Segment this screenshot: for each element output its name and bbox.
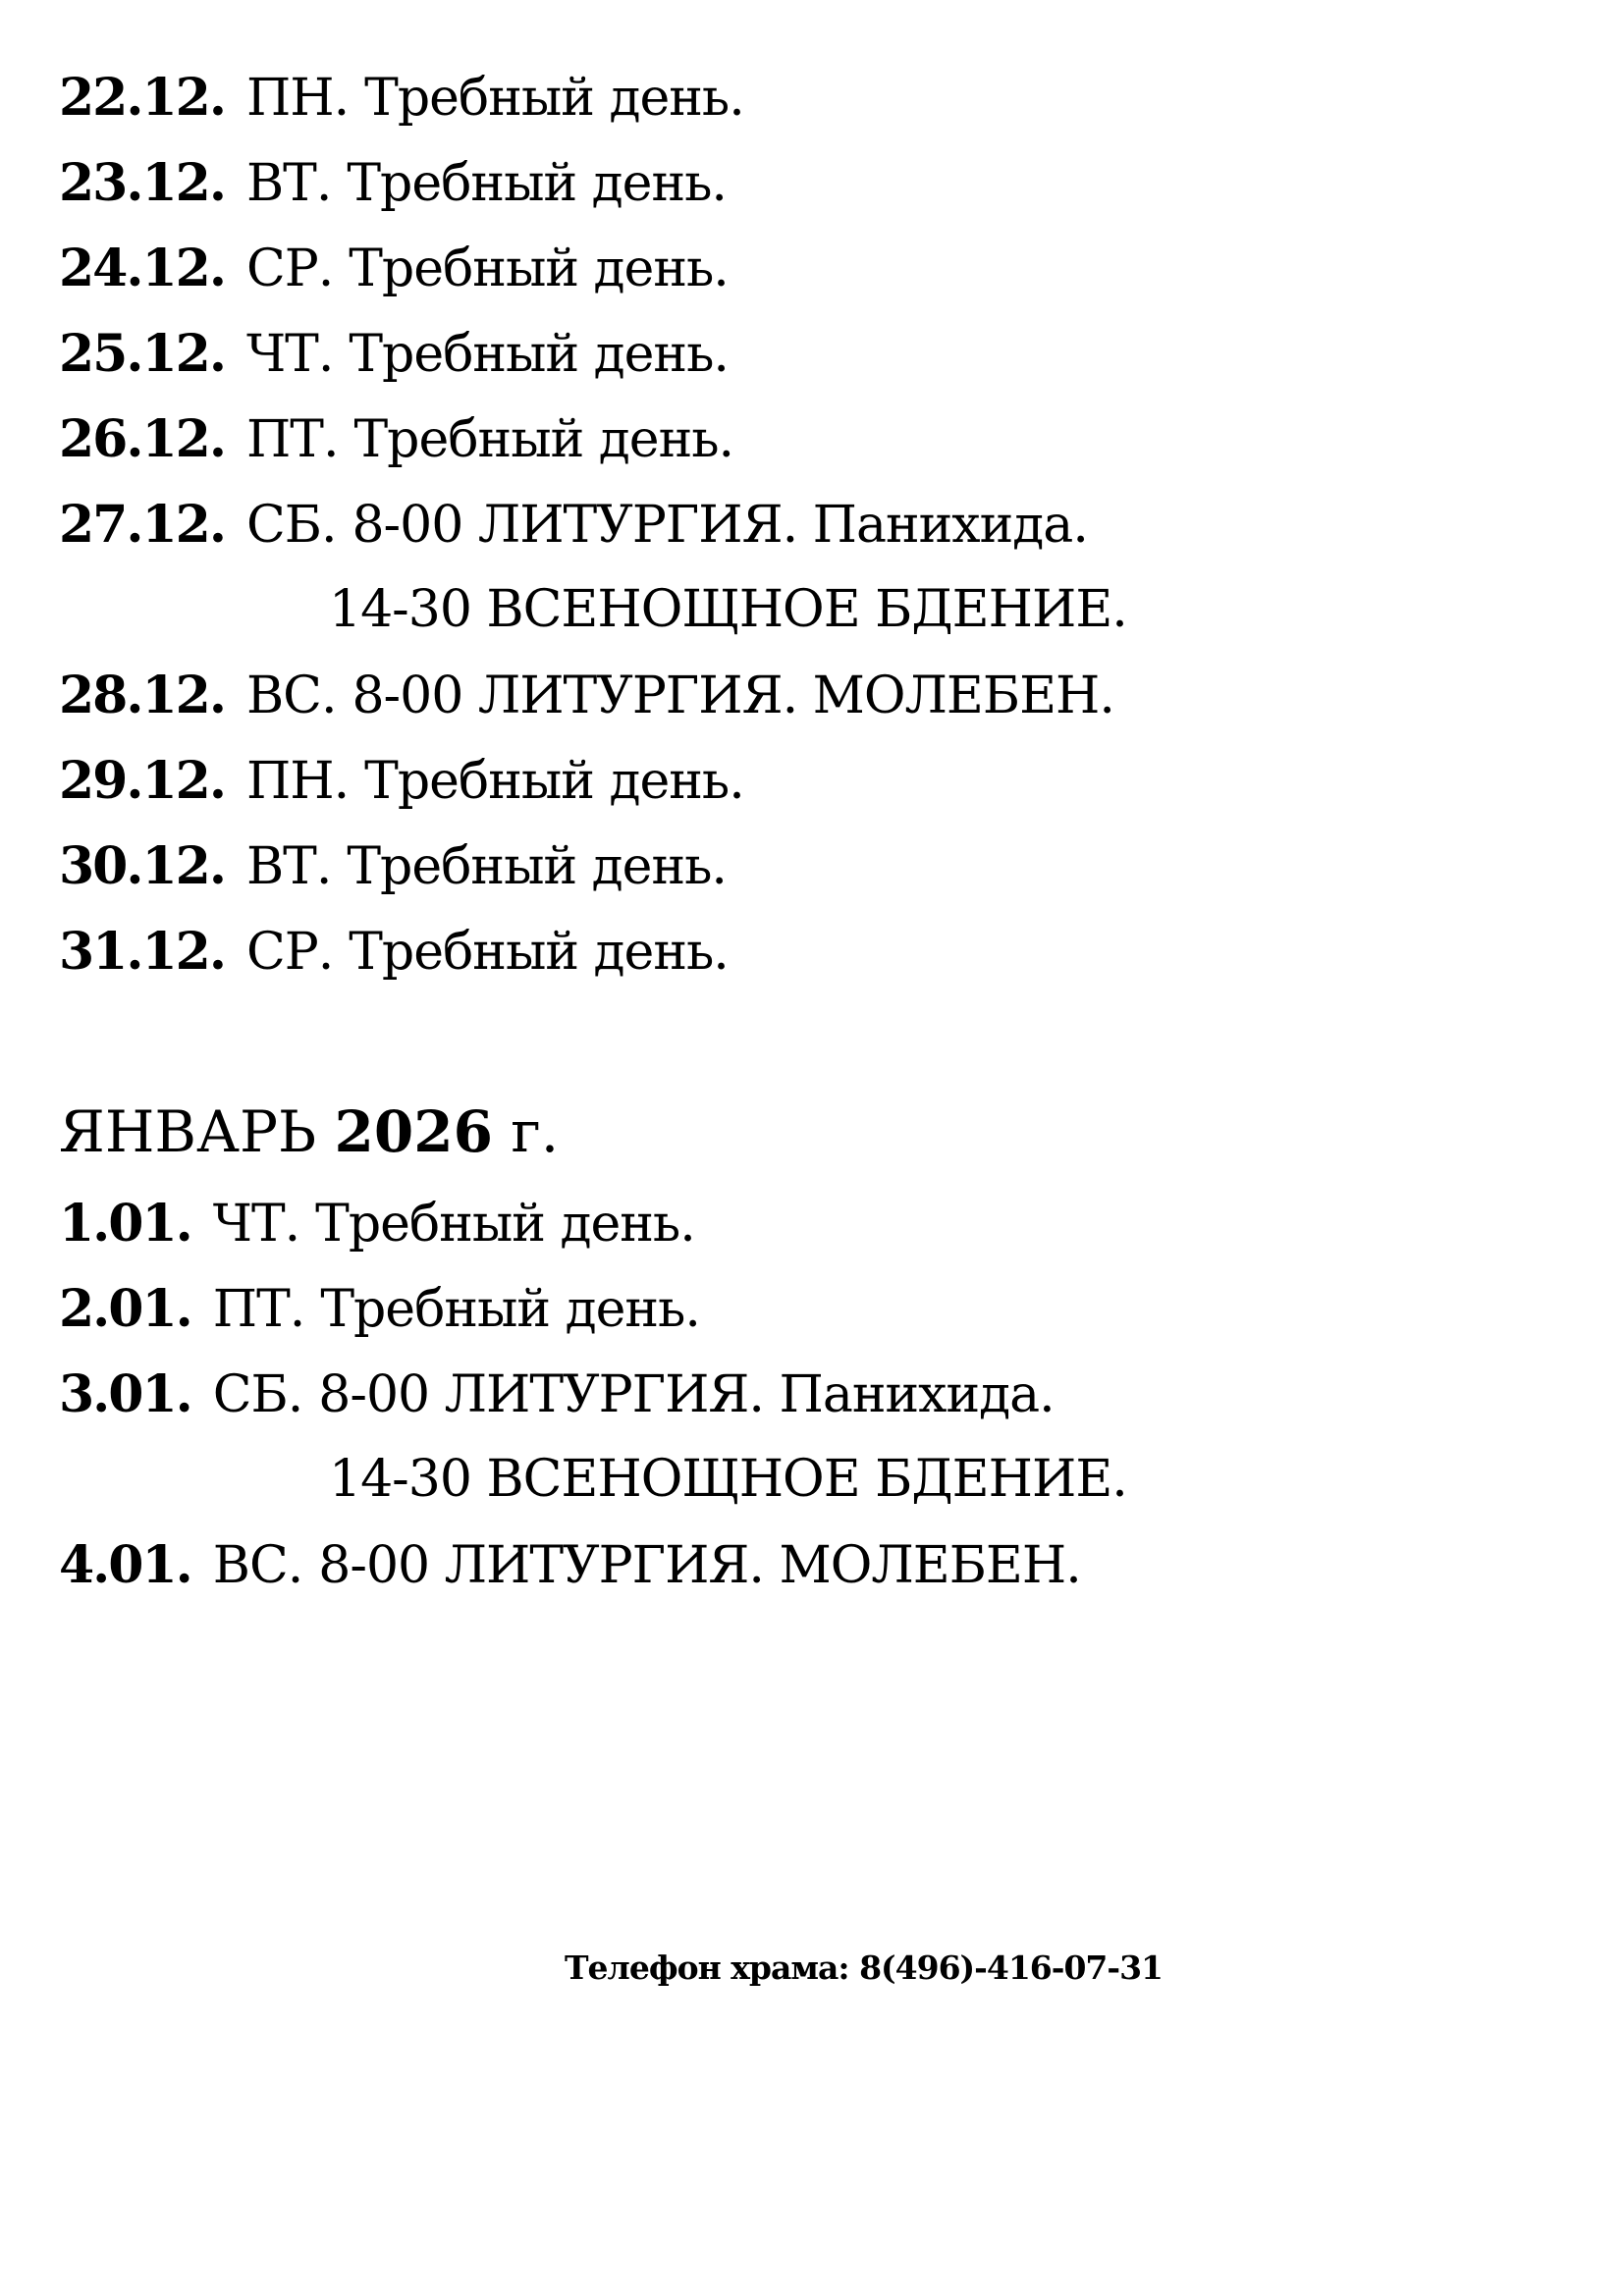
row-service: Требный день. bbox=[349, 325, 729, 384]
row-service: Требный день. bbox=[349, 240, 729, 298]
schedule-row-continuation bbox=[59, 1437, 1532, 1522]
row-service: Требный день. bbox=[347, 154, 727, 213]
row-weekday: ВТ. bbox=[245, 837, 332, 896]
row-date: 27.12. bbox=[59, 495, 225, 555]
schedule-row bbox=[59, 1352, 1532, 1437]
row-date: 22.12. bbox=[59, 68, 225, 128]
schedule-row bbox=[59, 653, 1532, 738]
service-schedule bbox=[59, 55, 1532, 1608]
schedule-row bbox=[59, 140, 1532, 226]
row-date: 28.12. bbox=[59, 666, 225, 725]
year-suffix: г. bbox=[511, 1098, 560, 1165]
row-weekday: ВТ. bbox=[245, 154, 332, 213]
schedule-row bbox=[59, 397, 1532, 482]
church-phone bbox=[565, 1949, 1163, 1987]
row-service: 8-00 ЛИТУРГИЯ. МОЛЕБЕН. bbox=[352, 667, 1114, 725]
month-heading bbox=[59, 1083, 1532, 1181]
row-weekday: ПТ. bbox=[212, 1280, 305, 1339]
row-date: 26.12. bbox=[59, 409, 225, 469]
row-service: Требный день. bbox=[353, 410, 734, 469]
row-weekday: СБ. bbox=[212, 1365, 303, 1424]
schedule-row bbox=[59, 482, 1532, 567]
row-weekday: ПН. bbox=[245, 752, 350, 811]
row-weekday: ВС. bbox=[245, 667, 337, 725]
row-date: 4.01. bbox=[59, 1535, 191, 1595]
schedule-row bbox=[59, 226, 1532, 311]
schedule-row bbox=[59, 738, 1532, 824]
row-service: 14-30 ВСЕНОЩНОЕ БДЕНИЕ. bbox=[329, 1450, 1127, 1509]
row-weekday: ПН. bbox=[245, 69, 350, 128]
row-service: Требный день. bbox=[315, 1195, 695, 1254]
row-service: 14-30 ВСЕНОЩНОЕ БДЕНИЕ. bbox=[329, 580, 1127, 639]
row-date: 31.12. bbox=[59, 922, 225, 982]
month-name: ЯНВАРЬ bbox=[59, 1098, 317, 1165]
schedule-row-continuation bbox=[59, 567, 1532, 653]
row-weekday: ПТ. bbox=[245, 410, 339, 469]
row-date: 24.12. bbox=[59, 239, 225, 298]
row-weekday: ЧТ. bbox=[212, 1195, 300, 1254]
row-date: 3.01. bbox=[59, 1364, 191, 1424]
row-service: 8-00 ЛИТУРГИЯ. МОЛЕБЕН. bbox=[318, 1536, 1081, 1595]
section-spacer bbox=[59, 994, 1532, 1083]
schedule-row bbox=[59, 1181, 1532, 1266]
schedule-row bbox=[59, 1266, 1532, 1352]
row-date: 2.01. bbox=[59, 1279, 191, 1339]
row-service: Требный день. bbox=[364, 69, 744, 128]
row-service: Требный день. bbox=[347, 837, 727, 896]
row-date: 23.12. bbox=[59, 153, 225, 213]
schedule-row bbox=[59, 1522, 1532, 1608]
row-weekday: СБ. bbox=[245, 496, 337, 555]
row-weekday: СР. bbox=[245, 240, 334, 298]
phone-number: 8(496)-416-07-31 bbox=[859, 1949, 1163, 1987]
phone-label: Телефон храма: bbox=[565, 1949, 849, 1987]
row-service: Требный день. bbox=[320, 1280, 700, 1339]
row-date: 25.12. bbox=[59, 324, 225, 384]
row-service: Требный день. bbox=[364, 752, 744, 811]
schedule-row bbox=[59, 909, 1532, 994]
row-date: 30.12. bbox=[59, 836, 225, 896]
month-year: 2026 bbox=[334, 1098, 493, 1165]
row-weekday: ЧТ. bbox=[245, 325, 334, 384]
row-weekday: ВС. bbox=[212, 1536, 303, 1595]
schedule-row bbox=[59, 311, 1532, 397]
row-service: 8-00 ЛИТУРГИЯ. Панихида. bbox=[318, 1365, 1055, 1424]
row-date: 1.01. bbox=[59, 1194, 191, 1254]
row-weekday: СР. bbox=[245, 923, 334, 982]
schedule-row bbox=[59, 55, 1532, 140]
row-service: Требный день. bbox=[349, 923, 729, 982]
row-date: 29.12. bbox=[59, 751, 225, 811]
schedule-row bbox=[59, 824, 1532, 909]
row-service: 8-00 ЛИТУРГИЯ. Панихида. bbox=[352, 496, 1088, 555]
